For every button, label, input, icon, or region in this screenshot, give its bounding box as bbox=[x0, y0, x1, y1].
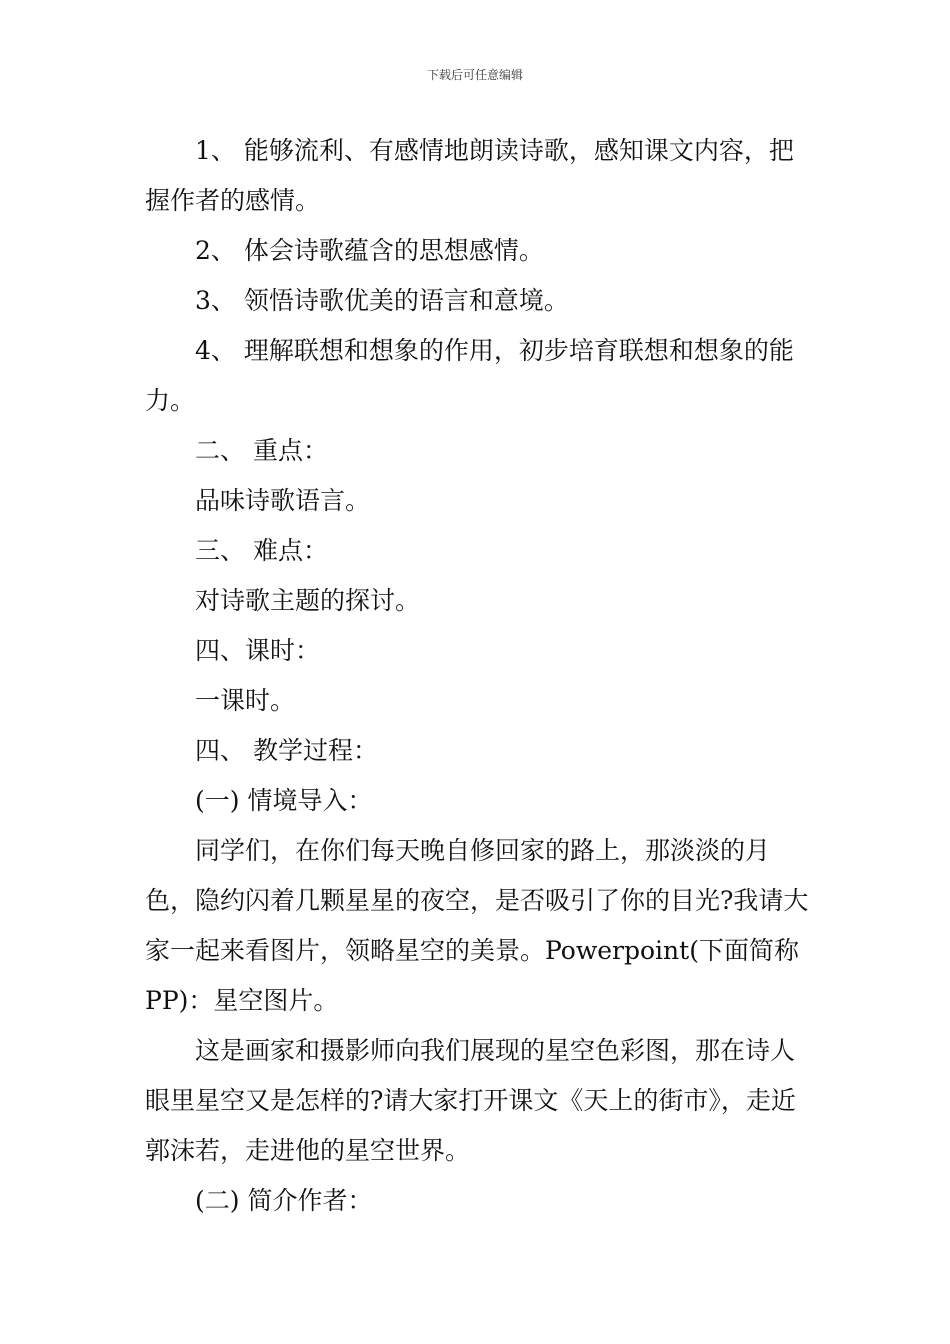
section-key-point-heading: 二、 重点： bbox=[195, 436, 328, 465]
objective-4: 4、 理解联想和想象的作用，初步培育联想和想象的能力。 bbox=[145, 336, 794, 415]
introduction-paragraph-2: 这是画家和摄影师向我们展现的星空色彩图，那在诗人眼里星空又是怎样的?请大家打开课文《天上的街市》，走近郭沫若，走进他的星空世界。 bbox=[145, 1036, 796, 1165]
section-difficulty-heading: 三、 难点： bbox=[195, 536, 328, 565]
section-teaching-process-heading: 四、 教学过程： bbox=[195, 736, 378, 765]
introduction-paragraph-1: 同学们，在你们每天晚自修回家的路上，那淡淡的月色，隐约闪着几颗星星的夜空，是否吸引了你的目光?我请大家一起来看图片，领略星空的美景。Powerpoint(下面简称PP)：星空图片。 bbox=[145, 836, 809, 1015]
section-class-hours-heading: 四、课时： bbox=[195, 636, 321, 665]
objective-2: 2、 体会诗歌蕴含的思想感情。 bbox=[195, 236, 544, 265]
class-hours-text: 一课时。 bbox=[195, 686, 296, 715]
document-body bbox=[145, 126, 810, 1226]
objective-1: 1、 能够流利、有感情地朗读诗歌，感知课文内容，把握作者的感情。 bbox=[145, 136, 794, 215]
objective-3: 3、 领悟诗歌优美的语言和意境。 bbox=[195, 286, 569, 315]
key-point-text: 品味诗歌语言。 bbox=[195, 486, 371, 515]
subsection-introduction-heading: (一) 情境导入： bbox=[195, 786, 373, 815]
difficulty-text: 对诗歌主题的探讨。 bbox=[195, 586, 421, 615]
subsection-author-heading: (二) 简介作者： bbox=[195, 1186, 373, 1215]
page-header: 下载后可任意编辑 bbox=[426, 68, 523, 82]
